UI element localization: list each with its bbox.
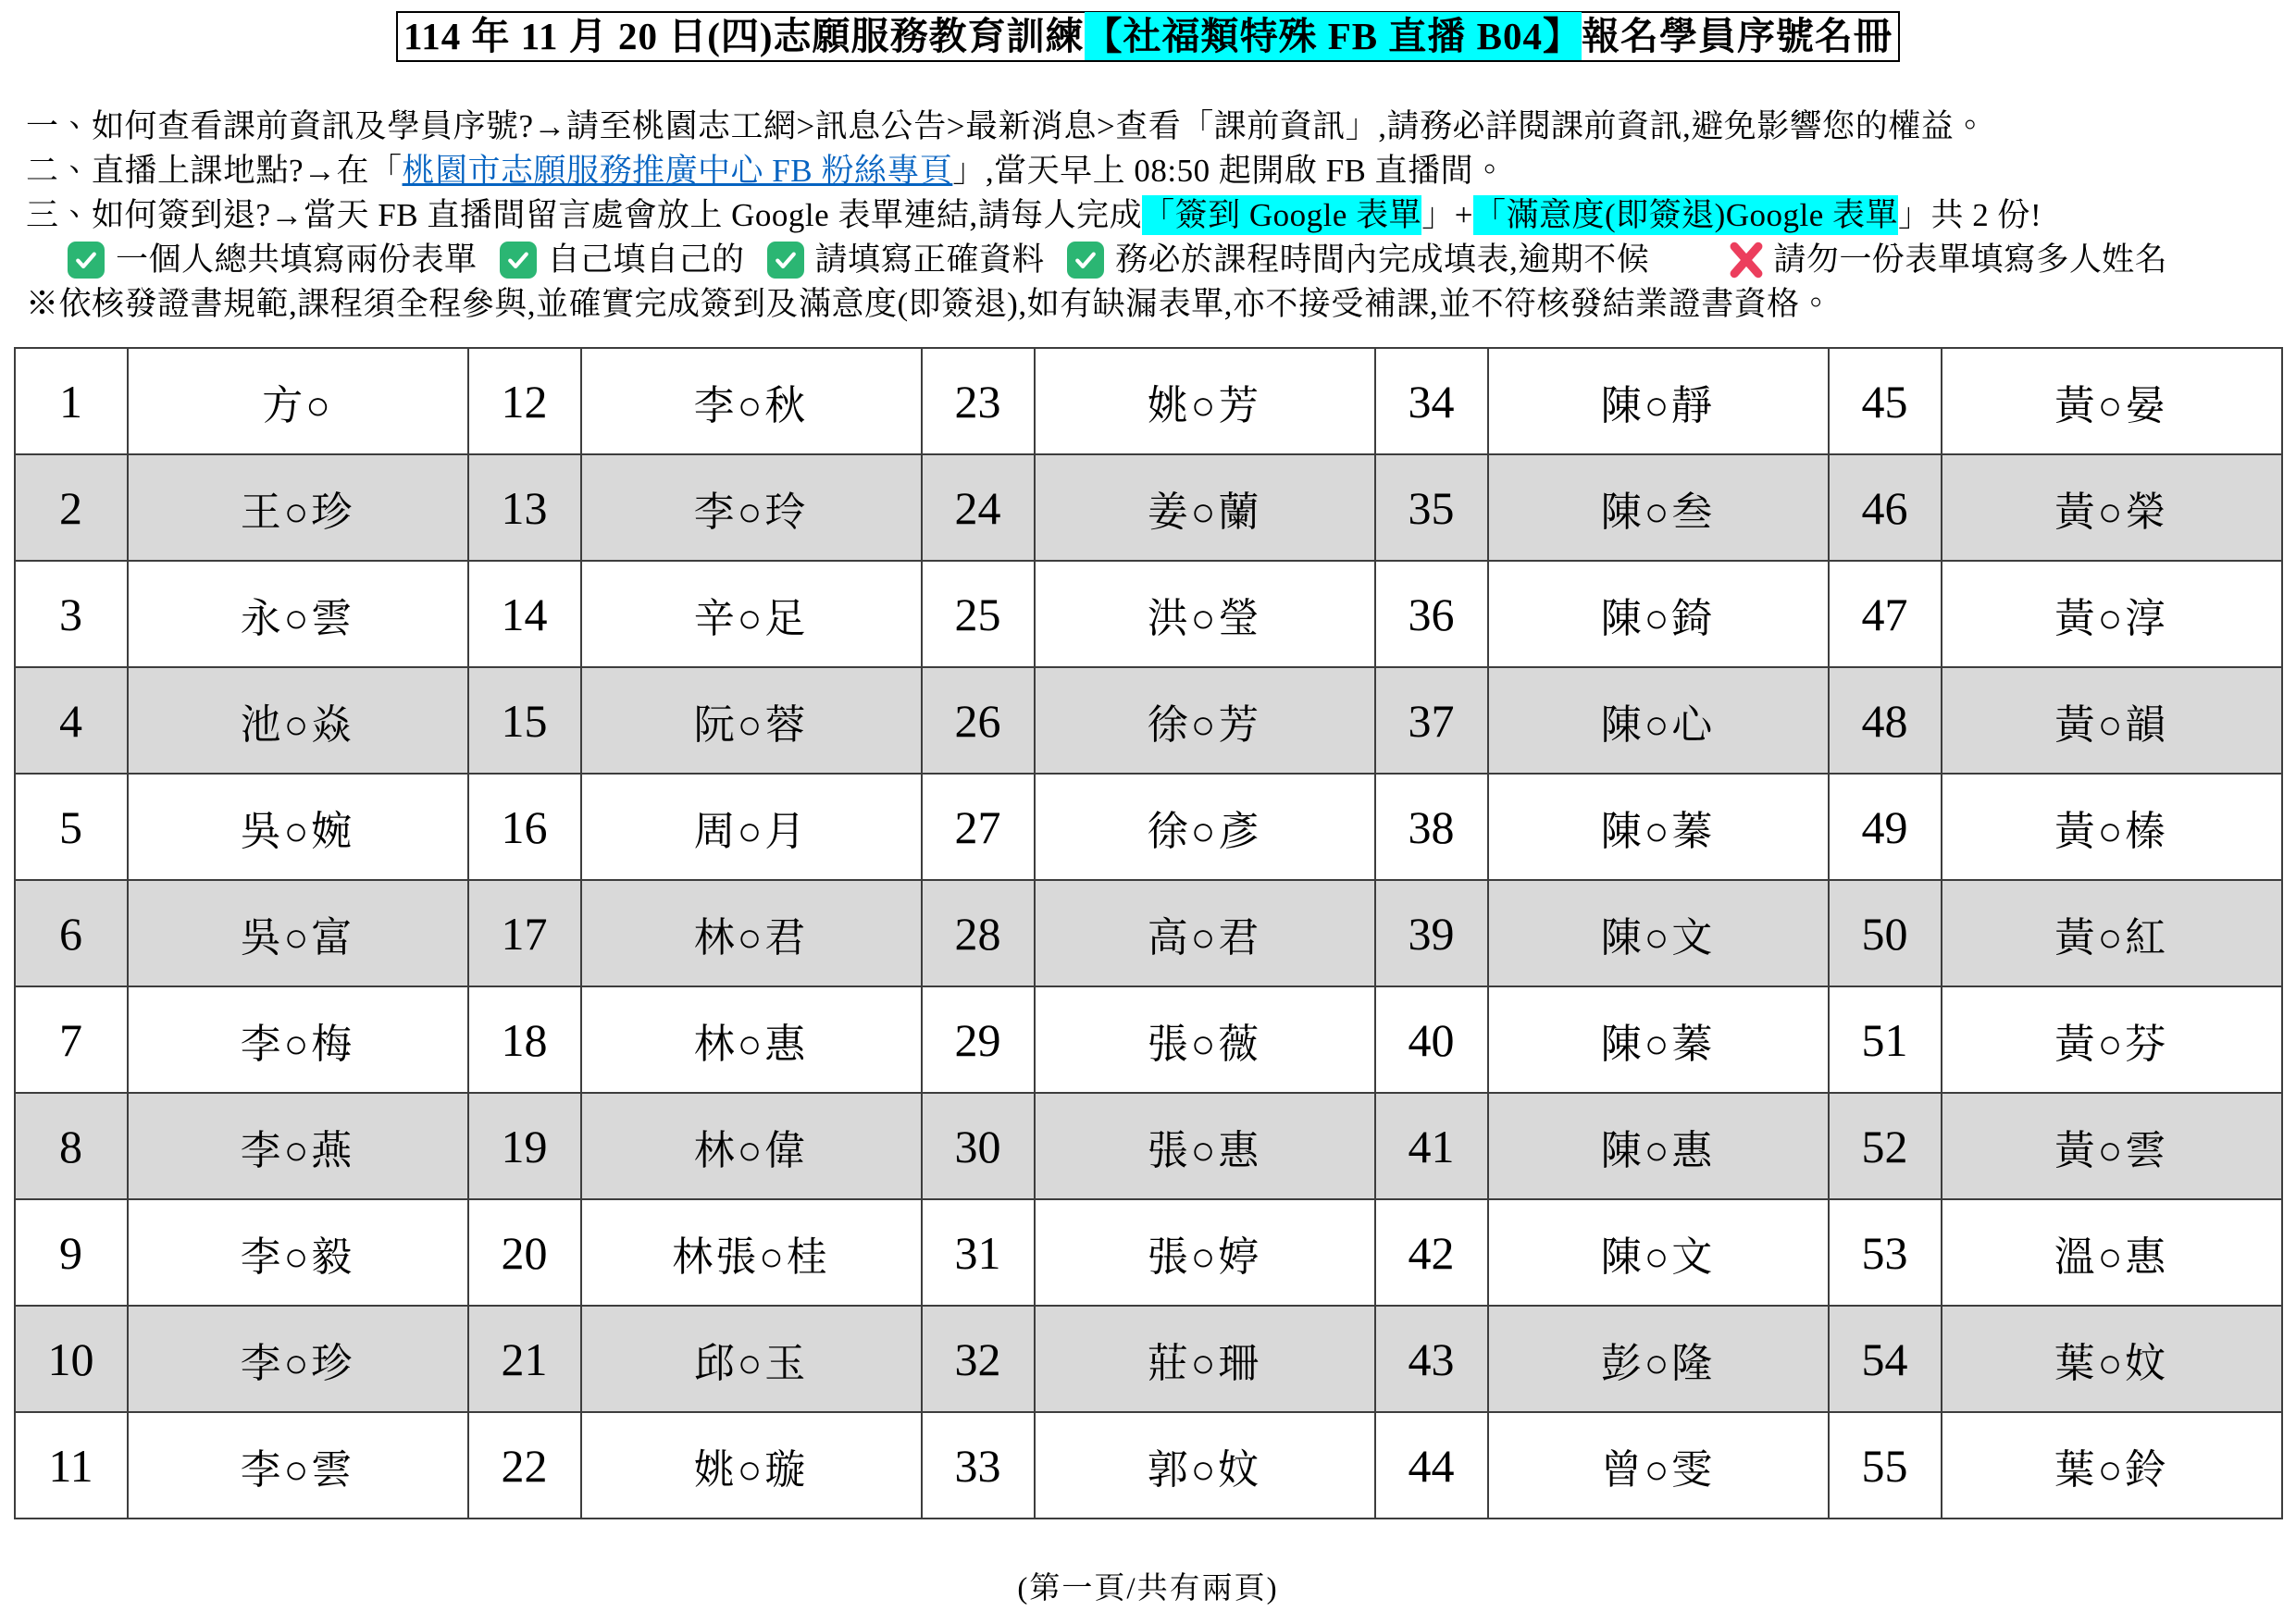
seq-cell: 47 — [1829, 561, 1942, 667]
name-cell: 張○薇 — [1035, 986, 1375, 1093]
name-cell: 洪○瑩 — [1035, 561, 1375, 667]
seq-cell: 1 — [15, 348, 128, 454]
table-row — [15, 561, 2282, 667]
instruction-line-2 — [26, 149, 2270, 193]
table-row — [15, 348, 2282, 454]
name-cell: 黃○韻 — [1942, 667, 2282, 774]
seq-cell: 13 — [468, 454, 581, 561]
name-cell: 徐○芳 — [1035, 667, 1375, 774]
seq-cell: 40 — [1375, 986, 1488, 1093]
seq-cell: 49 — [1829, 774, 1942, 880]
seq-cell: 36 — [1375, 561, 1488, 667]
name-cell: 李○燕 — [128, 1093, 468, 1199]
name-cell: 陳○叁 — [1488, 454, 1829, 561]
seq-cell: 37 — [1375, 667, 1488, 774]
name-cell: 吳○富 — [128, 880, 468, 986]
name-cell: 黃○雲 — [1942, 1093, 2282, 1199]
title-highlight: 【社福類特殊 FB 直播 B04】 — [1085, 12, 1582, 60]
seq-cell: 14 — [468, 561, 581, 667]
seq-cell: 23 — [922, 348, 1035, 454]
seq-cell: 32 — [922, 1306, 1035, 1412]
name-cell: 葉○妏 — [1942, 1306, 2282, 1412]
seq-cell: 26 — [922, 667, 1035, 774]
seq-cell: 11 — [15, 1412, 128, 1519]
name-cell: 李○毅 — [128, 1199, 468, 1306]
instruction-line-4 — [26, 238, 2270, 282]
table-row — [15, 880, 2282, 986]
seq-cell: 24 — [922, 454, 1035, 561]
seq-cell: 52 — [1829, 1093, 1942, 1199]
seq-cell: 15 — [468, 667, 581, 774]
seq-cell: 12 — [468, 348, 581, 454]
instruction-2-prefix: 二、直播上課地點?→在「 — [26, 153, 403, 190]
seq-cell: 39 — [1375, 880, 1488, 986]
seq-cell: 30 — [922, 1093, 1035, 1199]
rule-fill-own: 自己填自己的 — [547, 242, 745, 279]
name-cell: 姜○蘭 — [1035, 454, 1375, 561]
seq-cell: 51 — [1829, 986, 1942, 1093]
instruction-3-prefix: 三、如何簽到退?→當天 FB 直播間留言處會放上 Google 表單連結,請每人完成 — [26, 197, 1143, 234]
seq-cell: 20 — [468, 1199, 581, 1306]
instruction-3-suffix: 」共 2 份! — [1898, 197, 2042, 234]
seq-cell: 50 — [1829, 880, 1942, 986]
name-cell: 陳○蓁 — [1488, 774, 1829, 880]
check-icon — [767, 242, 804, 279]
table-row — [15, 774, 2282, 880]
seq-cell: 48 — [1829, 667, 1942, 774]
name-cell: 徐○彥 — [1035, 774, 1375, 880]
name-cell: 曾○雯 — [1488, 1412, 1829, 1519]
table-row — [15, 1412, 2282, 1519]
rule-correct-info: 請填寫正確資料 — [814, 242, 1046, 279]
check-icon — [500, 242, 537, 279]
name-cell: 張○婷 — [1035, 1199, 1375, 1306]
name-cell: 辛○足 — [581, 561, 922, 667]
seq-cell: 38 — [1375, 774, 1488, 880]
rule-two-forms: 一個人總共填寫兩份表單 — [116, 242, 478, 279]
seq-cell: 16 — [468, 774, 581, 880]
name-cell: 陳○惠 — [1488, 1093, 1829, 1199]
instruction-line-3 — [26, 193, 2270, 238]
seq-cell: 31 — [922, 1199, 1035, 1306]
table-row — [15, 986, 2282, 1093]
seq-cell: 5 — [15, 774, 128, 880]
seq-cell: 29 — [922, 986, 1035, 1093]
name-cell: 姚○芳 — [1035, 348, 1375, 454]
seq-cell: 44 — [1375, 1412, 1488, 1519]
seq-cell: 17 — [468, 880, 581, 986]
name-cell: 陳○靜 — [1488, 348, 1829, 454]
seq-cell: 18 — [468, 986, 581, 1093]
seq-cell: 2 — [15, 454, 128, 561]
name-cell: 黃○淳 — [1942, 561, 2282, 667]
name-cell: 林○君 — [581, 880, 922, 986]
name-cell: 陳○文 — [1488, 880, 1829, 986]
seq-cell: 25 — [922, 561, 1035, 667]
table-row — [15, 1199, 2282, 1306]
satisfaction-form-highlight: 「滿意度(即簽退)Google 表單 — [1472, 197, 1899, 234]
seq-cell: 42 — [1375, 1199, 1488, 1306]
name-cell: 張○惠 — [1035, 1093, 1375, 1199]
name-cell: 郭○妏 — [1035, 1412, 1375, 1519]
name-cell: 邱○玉 — [581, 1306, 922, 1412]
name-cell: 林張○桂 — [581, 1199, 922, 1306]
seq-cell: 46 — [1829, 454, 1942, 561]
seq-cell: 35 — [1375, 454, 1488, 561]
instructions — [26, 105, 2270, 327]
name-cell: 高○君 — [1035, 880, 1375, 986]
name-cell: 李○梅 — [128, 986, 468, 1093]
name-cell: 陳○錡 — [1488, 561, 1829, 667]
rule-no-multi-names: 請勿一份表單填寫多人姓名 — [1773, 242, 2168, 279]
table-row — [15, 1306, 2282, 1412]
name-cell: 黃○紅 — [1942, 880, 2282, 986]
seq-cell: 53 — [1829, 1199, 1942, 1306]
name-cell: 阮○蓉 — [581, 667, 922, 774]
seq-cell: 19 — [468, 1093, 581, 1199]
name-cell: 黃○芬 — [1942, 986, 2282, 1093]
check-icon — [1067, 242, 1104, 279]
table-row — [15, 667, 2282, 774]
name-cell: 王○珍 — [128, 454, 468, 561]
instruction-3-mid: 」+ — [1421, 197, 1473, 234]
seq-cell: 10 — [15, 1306, 128, 1412]
seq-cell: 34 — [1375, 348, 1488, 454]
name-cell: 葉○鈴 — [1942, 1412, 2282, 1519]
name-cell: 黃○晏 — [1942, 348, 2282, 454]
name-cell: 姚○璇 — [581, 1412, 922, 1519]
seq-cell: 43 — [1375, 1306, 1488, 1412]
seq-cell: 22 — [468, 1412, 581, 1519]
title-prefix: 114 年 11 月 20 日(四)志願服務教育訓練 — [403, 15, 1085, 57]
instruction-2-suffix: 」,當天早上 08:50 起開啟 FB 直播間。 — [952, 153, 1507, 190]
instruction-line-1 — [26, 105, 2270, 149]
table-row — [15, 454, 2282, 561]
name-cell: 黃○榮 — [1942, 454, 2282, 561]
name-cell: 李○珍 — [128, 1306, 468, 1412]
seq-cell: 6 — [15, 880, 128, 986]
cross-icon — [1725, 239, 1768, 281]
rule-in-time: 務必於課程時間內完成填表,逾期不候 — [1115, 242, 1650, 279]
page-title — [396, 11, 1900, 62]
instruction-5-text: ※依核發證書規範,課程須全程參與,並確實完成簽到及滿意度(即簽退),如有缺漏表單,亦不接受補課,並不符核發結業證書資格。 — [26, 286, 1833, 323]
name-cell: 吳○婉 — [128, 774, 468, 880]
roster-table-body — [15, 348, 2282, 1519]
check-icon — [68, 242, 105, 279]
seq-cell: 3 — [15, 561, 128, 667]
name-cell: 黃○榛 — [1942, 774, 2282, 880]
seq-cell: 9 — [15, 1199, 128, 1306]
signin-form-highlight: 「簽到 Google 表單 — [1142, 197, 1422, 234]
name-cell: 陳○蓁 — [1488, 986, 1829, 1093]
instruction-1-text: 一、如何查看課前資訊及學員序號?→請至桃園志工網>訊息公告>最新消息>查看「課前資訊」,請務必詳閱課前資訊,避免影響您的權益。 — [26, 108, 1987, 145]
name-cell: 永○雲 — [128, 561, 468, 667]
name-cell: 李○玲 — [581, 454, 922, 561]
page-footer: (第一頁/共有兩頁) — [1017, 1572, 1279, 1606]
name-cell: 林○偉 — [581, 1093, 922, 1199]
seq-cell: 41 — [1375, 1093, 1488, 1199]
seq-cell: 28 — [922, 880, 1035, 986]
name-cell: 林○惠 — [581, 986, 922, 1093]
name-cell: 周○月 — [581, 774, 922, 880]
seq-cell: 45 — [1829, 348, 1942, 454]
name-cell: 方○ — [128, 348, 468, 454]
seq-cell: 33 — [922, 1412, 1035, 1519]
seq-cell: 54 — [1829, 1306, 1942, 1412]
name-cell: 陳○心 — [1488, 667, 1829, 774]
name-cell: 陳○文 — [1488, 1199, 1829, 1306]
roster-table — [14, 347, 2283, 1519]
title-row — [0, 0, 2296, 62]
name-cell: 李○雲 — [128, 1412, 468, 1519]
name-cell: 溫○惠 — [1942, 1199, 2282, 1306]
seq-cell: 21 — [468, 1306, 581, 1412]
name-cell: 池○焱 — [128, 667, 468, 774]
seq-cell: 27 — [922, 774, 1035, 880]
title-suffix: 報名學員序號名冊 — [1582, 15, 1893, 57]
fb-fanpage-link[interactable]: 桃園市志願服務推廣中心 FB 粉絲專頁 — [402, 153, 953, 190]
name-cell: 彭○隆 — [1488, 1306, 1829, 1412]
seq-cell: 7 — [15, 986, 128, 1093]
name-cell: 李○秋 — [581, 348, 922, 454]
name-cell: 莊○珊 — [1035, 1306, 1375, 1412]
seq-cell: 4 — [15, 667, 128, 774]
table-row — [15, 1093, 2282, 1199]
instruction-line-5 — [26, 282, 2270, 327]
seq-cell: 55 — [1829, 1412, 1942, 1519]
seq-cell: 8 — [15, 1093, 128, 1199]
